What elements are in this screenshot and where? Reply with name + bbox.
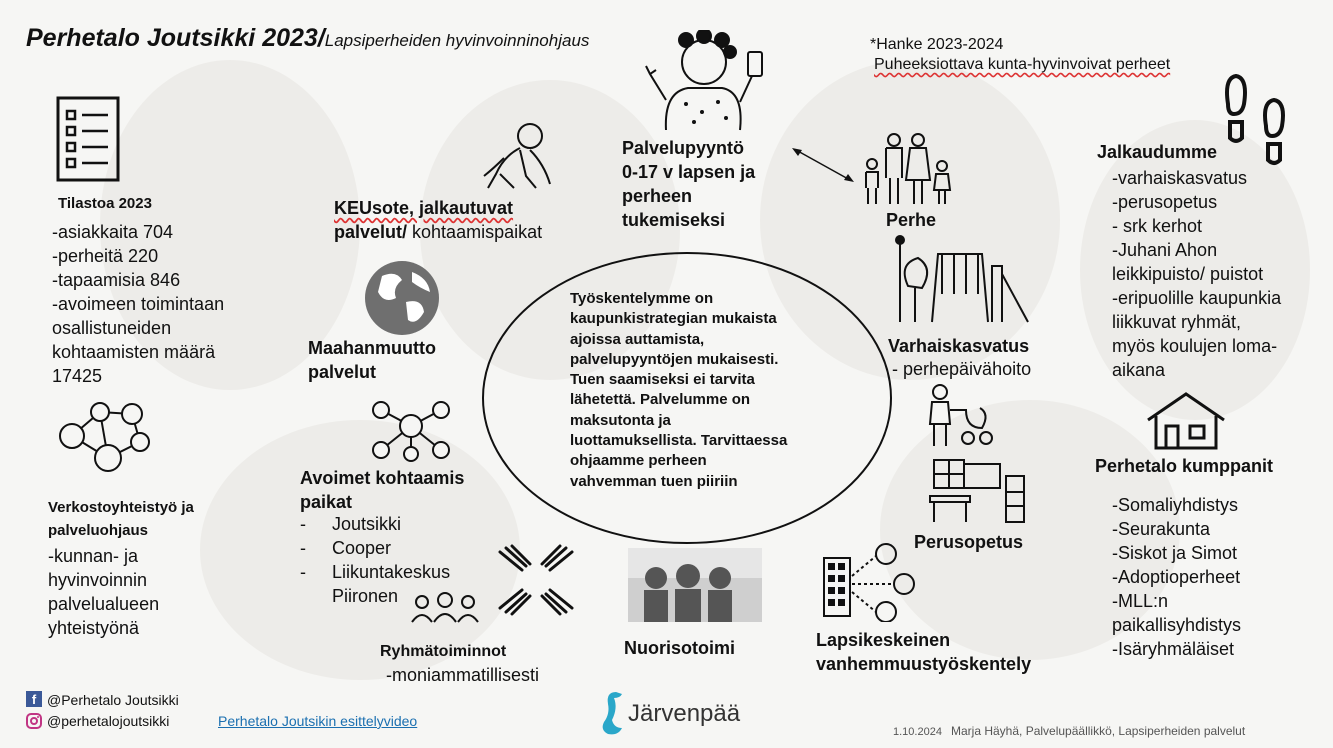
immigrant-line2: palvelut: [308, 362, 377, 382]
outreach-list: -varhaiskasvatus -perusopetus - srk kerhot -Juhani Ahon leikkipuisto/ puistot -eripuolille kaupunkia liikkuvat ryhmät, myös koulujen loma- aikana: [1112, 168, 1282, 380]
early-ed-sub: - perhepäivähoito: [892, 359, 1032, 379]
girl-phone-icon: [636, 30, 770, 134]
title-subtitle: Lapsiperheiden hyvinvoinninohjaus: [324, 31, 590, 50]
house-icon: [1144, 390, 1228, 452]
family-icon: [858, 132, 958, 206]
building-network-icon: [820, 542, 920, 622]
brand-name: Järvenpää: [628, 700, 741, 727]
list-item: - Cooper: [300, 538, 392, 558]
center-text: Työskentelymme on kaupunkistrategian mukaista ajoissa auttamista, palvelupyyntöjen mukaisesti. Tuen saamiseksi ei tarvita lähetettä. Palvelumme on maksutonta ja luottamuksellista. Tarvittaessa ohjaamme perheen vahvemman tuen piiriin: [570, 290, 788, 490]
youth-photo: [628, 548, 762, 622]
list-item: - Joutsikki: [300, 514, 402, 534]
instagram-icon[interactable]: [26, 713, 42, 729]
classroom-icon: [926, 456, 1030, 526]
school-label: Perusopetus: [914, 532, 1024, 552]
crawling-baby-icon: [474, 118, 558, 200]
project-sub: Puheeksiottava kunta-hyvinvoivat perheet: [874, 56, 1171, 73]
network-heading-2: palveluohjaus: [48, 522, 149, 539]
group-people-icon: [410, 592, 480, 626]
hands-together-icon: [492, 544, 580, 616]
facebook-icon[interactable]: f: [26, 691, 42, 707]
double-arrow-icon: [790, 144, 856, 186]
open-meeting-heading-1: Avoimet kohtaamis: [300, 468, 465, 488]
facebook-handle[interactable]: @Perhetalo Joutsikki: [47, 692, 179, 708]
youth-label: Nuorisotoimi: [624, 638, 735, 658]
parenting-line2: vanhemmuustyöskentely: [816, 654, 1032, 674]
groups-heading: Ryhmätoiminnot: [380, 643, 507, 660]
outreach-heading: Jalkaudumme: [1097, 142, 1218, 162]
playground-icon: [888, 234, 1032, 326]
request-text: Palvelupyyntö 0-17 v lapsen ja perheen tukemiseksi: [622, 138, 756, 230]
partners-list: -Somaliyhdistys -Seurakunta -Siskot ja Simot -Adoptioperheet -MLL:n paikallisyhdistys -Isäryhmäläiset: [1112, 495, 1242, 659]
network-icon: [52, 400, 152, 480]
early-ed-heading: Varhaiskasvatus: [888, 336, 1030, 356]
keusote-line2: palvelut/ kohtaamispaikat: [334, 222, 543, 242]
checklist-icon: [56, 96, 120, 182]
keusote-line1: KEUsote, jalkautuvat: [334, 198, 514, 218]
globe-icon: [362, 258, 442, 338]
project-line: *Hanke 2023-2024: [870, 36, 1004, 53]
title-main: Perhetalo Joutsikki 2023/: [26, 24, 325, 52]
network-heading-1: Verkostoyhteistyö ja: [48, 499, 194, 516]
network-list: -kunnan- ja hyvinvoinnin palvelualueen yhteistyönä: [48, 546, 160, 638]
partners-heading: Perhetalo kumppanit: [1095, 456, 1274, 476]
parent-stroller-icon: [920, 384, 996, 448]
footprints-icon: [1222, 74, 1296, 168]
swan-logo-icon: [598, 688, 626, 738]
instagram-handle[interactable]: @perhetalojoutsikki: [47, 713, 170, 729]
groups-sub: -moniammatillisesti: [386, 665, 540, 685]
immigrant-line1: Maahanmuutto: [308, 338, 436, 358]
stats-heading: Tilastoa 2023: [58, 195, 152, 212]
family-label: Perhe: [886, 210, 937, 230]
open-meeting-heading-2: paikat: [300, 492, 353, 512]
list-item: - Liikuntakeskus: [300, 562, 451, 582]
list-item: Piironen: [332, 586, 399, 606]
video-link[interactable]: Perhetalo Joutsikin esittelyvideo: [218, 713, 418, 729]
page-title: [26, 24, 589, 53]
hub-people-icon: [368, 398, 454, 462]
footer-date: 1.10.2024: [893, 726, 942, 738]
parenting-line1: Lapsikeskeinen: [816, 630, 951, 650]
footer-author: Marja Häyhä, Palvelupäällikkö, Lapsiperheiden palvelut: [951, 724, 1246, 738]
stats-list: -asiakkaita 704 -perheitä 220 -tapaamisia 846 -avoimeen toimintaan osallistuneiden kohtaamisten määrä 17425: [52, 222, 225, 386]
